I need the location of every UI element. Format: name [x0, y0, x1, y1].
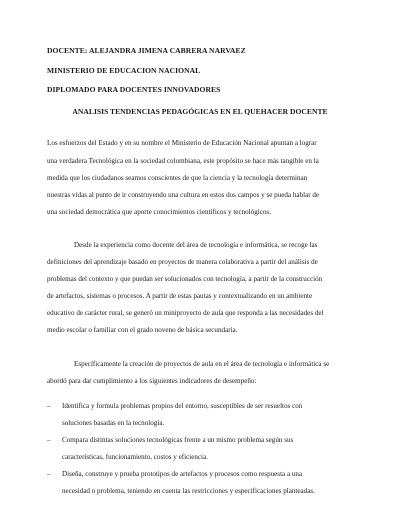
list-item-line: Diseña, construye y prueba prototipos de artefactos y procesos como respuesta a una — [62, 470, 303, 478]
ministerio-heading: MINISTERIO DE EDUCACION NACIONAL — [47, 66, 201, 75]
list-item-line: necesidad o problema, teniendo en cuenta las restricciones y especificaciones planteadas. — [62, 487, 315, 495]
paragraph-line: educativo de carácter rural, se generó un miniproyecto de aula que responda a las necesidades del — [47, 309, 324, 317]
paragraph-line: medida que los ciudadanos seamos conscientes de que la ciencia y la tecnología determinan — [47, 174, 308, 182]
list-dash: – — [47, 402, 51, 410]
paragraph-line: medio escolar o familiar con el grado noveno de básica secundaria. — [47, 326, 238, 334]
paragraph-line: una sociedad democrática que aporte conocimientos científicos y tecnológicos. — [47, 208, 271, 216]
list-dash: – — [47, 470, 51, 478]
list-item-line: Compara distintas soluciones tecnológicas frente a un mismo problema según sus — [62, 436, 294, 444]
paragraph-line: nuestras vidas al punto de ir construyendo una cultura en estos dos campos y se pueda hablar de — [47, 191, 320, 199]
paragraph-line: una verdadera Tecnológica en la sociedad colombiana, este propósito se hace más tangible en la — [47, 157, 319, 165]
document-title: ANALISIS TENDENCIAS PEDAGÓGICAS EN EL QUEHACER DOCENTE — [72, 107, 328, 116]
list-item-line: soluciones basadas en la tecnología. — [62, 419, 165, 427]
docente-heading: DOCENTE: ALEJANDRA JIMENA CABRERA NARVAEZ — [47, 46, 246, 55]
paragraph-line: Desde la experiencia como docente del área de tecnología e informática, se recoge las — [74, 241, 318, 249]
paragraph-line: Específicamente la creación de proyectos de aula en el área de tecnología e informática se — [74, 360, 330, 368]
paragraph-line: Los esfuerzos del Estado y en su nombre el Ministerio de Educación Nacional apuntan a lograr — [47, 139, 317, 147]
paragraph-line: abordó para dar cumplimiento a los siguientes indicadores de desempeño: — [47, 377, 257, 385]
paragraph-line: problemas del contexto y que puedan ser solucionados con tecnología, a partir de la construcción — [47, 275, 323, 283]
diplomado-heading: DIPLOMADO PARA DOCENTES INNOVADORES — [47, 85, 221, 94]
list-item-line: características, funcionamiento, costos y eficiencia. — [62, 453, 208, 461]
list-dash: – — [47, 436, 51, 444]
paragraph-line: definiciones del aprendizaje basado en proyectos de manera colaborativa a partir del análisis de — [47, 258, 318, 266]
list-item-line: Identifica y formula problemas propios del entorno, susceptibles de ser resueltos con — [62, 402, 303, 410]
paragraph-line: de artefactos, sistemas o procesos. A partir de estas pautas y contextualizando en un ambiente — [47, 292, 313, 300]
